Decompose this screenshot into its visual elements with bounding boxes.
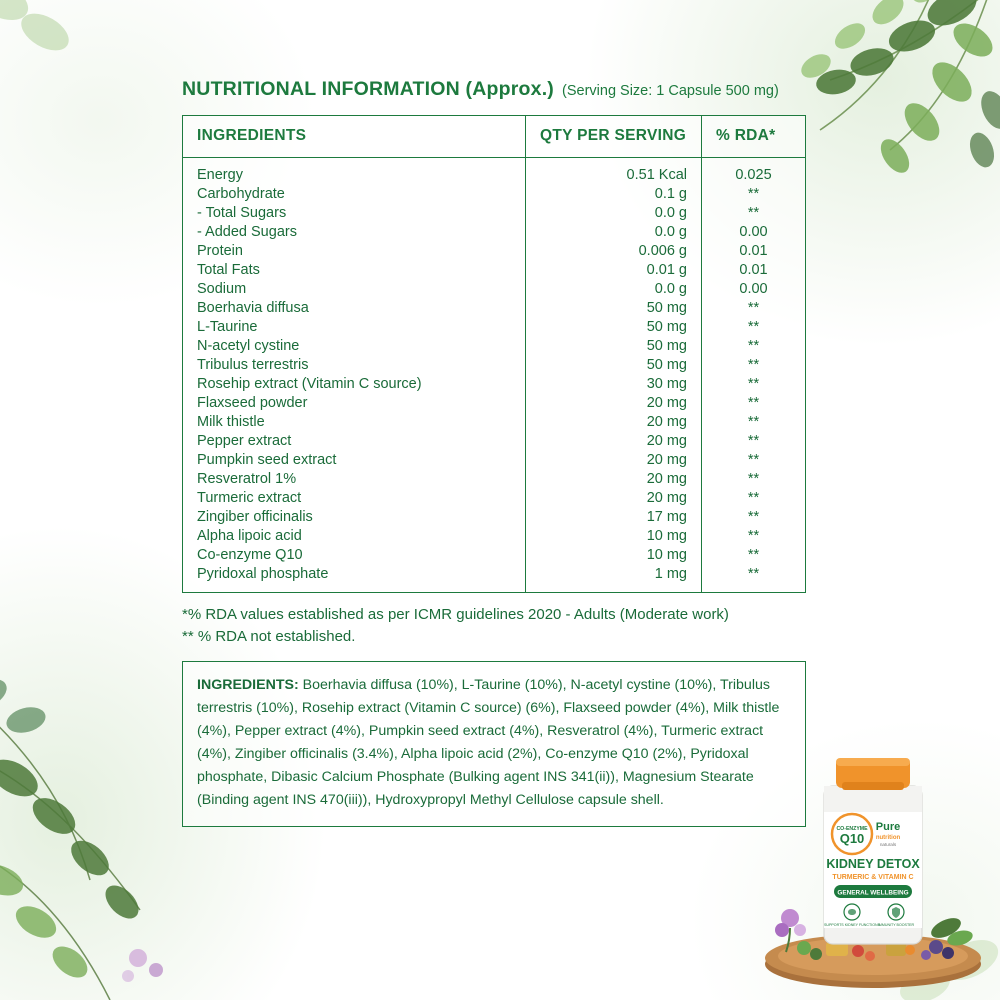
table-row bbox=[183, 280, 806, 299]
row-rda: ** bbox=[702, 375, 806, 394]
q10-badge-big-text: Q10 bbox=[839, 831, 865, 846]
row-qty: 10 mg bbox=[526, 527, 702, 546]
row-name: - Added Sugars bbox=[197, 224, 297, 240]
row-qty: 50 mg bbox=[526, 337, 702, 356]
page-title: NUTRITIONAL INFORMATION (Approx.) bbox=[182, 78, 555, 100]
row-rda: ** bbox=[702, 565, 806, 593]
row-name: - Total Sugars bbox=[197, 205, 287, 221]
brand-tagline: naturals bbox=[879, 842, 897, 847]
row-qty: 1 mg bbox=[526, 565, 702, 593]
row-name: Pyridoxal phosphate bbox=[197, 566, 329, 582]
footnotes bbox=[182, 604, 814, 648]
column-header-qty: QTY PER SERVING bbox=[526, 116, 702, 158]
row-name: Total Fats bbox=[197, 262, 260, 278]
row-rda: ** bbox=[702, 185, 806, 204]
product-bottle-image bbox=[760, 742, 986, 990]
row-rda: ** bbox=[702, 546, 806, 565]
row-rda: ** bbox=[702, 413, 806, 432]
row-rda: 0.01 bbox=[702, 261, 806, 280]
row-name: Protein bbox=[197, 243, 243, 259]
row-qty: 0.0 g bbox=[526, 204, 702, 223]
row-name: Pepper extract bbox=[197, 433, 292, 449]
row-name: Milk thistle bbox=[197, 414, 265, 430]
table-row bbox=[183, 565, 806, 593]
row-rda: ** bbox=[702, 470, 806, 489]
table-header bbox=[183, 116, 806, 158]
product-tag-text: GENERAL WELLBEING bbox=[837, 889, 909, 897]
row-rda: ** bbox=[702, 394, 806, 413]
row-name: Pumpkin seed extract bbox=[197, 452, 337, 468]
row-name: Resveratrol 1% bbox=[197, 471, 297, 487]
row-qty: 50 mg bbox=[526, 356, 702, 375]
column-header-rda: % RDA* bbox=[702, 116, 806, 158]
table-row bbox=[183, 432, 806, 451]
row-name: Zingiber officinalis bbox=[197, 509, 313, 525]
row-qty: 20 mg bbox=[526, 413, 702, 432]
table-row bbox=[183, 470, 806, 489]
row-qty: 20 mg bbox=[526, 470, 702, 489]
table-row bbox=[183, 337, 806, 356]
nutrition-panel bbox=[182, 78, 814, 827]
ingredients-text: Boerhavia diffusa (10%), L-Taurine (10%), N-acetyl cystine (10%), Tribulus terrestris (10%), Rosehip extract (Vitamin C source) (6%), Flaxseed powder (4%), Milk thistle (4%), Pepper extract (4%), Pumpkin seed extract (4%), Resveratrol (4%), Turmeric extract (4%), Zingiber officinalis (3.4%), Alpha lipoic acid (2%), Co-enzyme Q10 (2%), Pyridoxal phosphate, Dibasic Calcium Phosphate (Bulking agent INS 341(ii)), Magnesium Stearate (Binding agent INS 470(iii)), Hydroxypropyl Methyl Cellulose capsule shell. bbox=[197, 676, 780, 808]
row-qty: 0.0 g bbox=[526, 280, 702, 299]
feature-left-text: SUPPORTS KIDNEY FUNCTIONS bbox=[824, 923, 880, 927]
product-name-text: KIDNEY DETOX bbox=[826, 857, 920, 871]
row-rda: ** bbox=[702, 508, 806, 527]
row-qty: 0.51 Kcal bbox=[526, 158, 702, 185]
row-name: Alpha lipoic acid bbox=[197, 528, 302, 544]
row-rda: 0.00 bbox=[702, 223, 806, 242]
table-row bbox=[183, 527, 806, 546]
row-qty: 20 mg bbox=[526, 394, 702, 413]
row-rda: ** bbox=[702, 337, 806, 356]
row-qty: 50 mg bbox=[526, 299, 702, 318]
table-row bbox=[183, 356, 806, 375]
row-qty: 0.0 g bbox=[526, 223, 702, 242]
row-qty: 20 mg bbox=[526, 451, 702, 470]
footnote-rda-not-established: ** % RDA not established. bbox=[182, 627, 356, 645]
q10-badge-small-text: CO-ENZYME bbox=[836, 826, 868, 832]
table-row bbox=[183, 318, 806, 337]
row-name: L-Taurine bbox=[197, 319, 258, 335]
row-name: Co-enzyme Q10 bbox=[197, 547, 303, 563]
table-row bbox=[183, 158, 806, 185]
row-name: N-acetyl cystine bbox=[197, 338, 300, 354]
row-rda: 0.025 bbox=[702, 158, 806, 185]
row-name: Tribulus terrestris bbox=[197, 357, 309, 373]
row-qty: 17 mg bbox=[526, 508, 702, 527]
table-row bbox=[183, 204, 806, 223]
serving-size-note: (Serving Size: 1 Capsule 500 mg) bbox=[562, 83, 779, 99]
table-row bbox=[183, 508, 806, 527]
row-rda: ** bbox=[702, 318, 806, 337]
row-qty: 20 mg bbox=[526, 489, 702, 508]
ingredients-label: INGREDIENTS: bbox=[197, 676, 299, 693]
row-qty: 0.006 g bbox=[526, 242, 702, 261]
ingredients-box bbox=[182, 661, 806, 827]
row-rda: ** bbox=[702, 527, 806, 546]
row-qty: 30 mg bbox=[526, 375, 702, 394]
row-name: Rosehip extract (Vitamin C source) bbox=[197, 376, 422, 392]
row-name: Energy bbox=[197, 167, 243, 183]
panel-header bbox=[182, 78, 814, 101]
table-row bbox=[183, 451, 806, 470]
row-name: Boerhavia diffusa bbox=[197, 300, 309, 316]
row-name: Turmeric extract bbox=[197, 490, 302, 506]
row-rda: ** bbox=[702, 299, 806, 318]
table-row bbox=[183, 546, 806, 565]
column-header-ingredients: INGREDIENTS bbox=[183, 116, 526, 158]
row-rda: ** bbox=[702, 432, 806, 451]
row-qty: 20 mg bbox=[526, 432, 702, 451]
row-rda: ** bbox=[702, 204, 806, 223]
table-row bbox=[183, 375, 806, 394]
table-row bbox=[183, 299, 806, 318]
table-row bbox=[183, 261, 806, 280]
row-rda: ** bbox=[702, 489, 806, 508]
nutrition-table bbox=[182, 115, 806, 593]
table-header-row bbox=[183, 116, 806, 158]
table-row bbox=[183, 413, 806, 432]
footnote-rda-source: *% RDA values established as per ICMR guidelines 2020 - Adults (Moderate work) bbox=[182, 606, 729, 623]
row-rda: ** bbox=[702, 451, 806, 470]
product-subtitle-text: TURMERIC & VITAMIN C bbox=[832, 874, 914, 881]
row-rda: ** bbox=[702, 356, 806, 375]
table-row bbox=[183, 489, 806, 508]
row-qty: 0.1 g bbox=[526, 185, 702, 204]
row-qty: 50 mg bbox=[526, 318, 702, 337]
table-row bbox=[183, 242, 806, 261]
row-name: Sodium bbox=[197, 281, 247, 297]
brand-subname: nutrition bbox=[875, 835, 901, 841]
row-rda: 0.00 bbox=[702, 280, 806, 299]
table-row bbox=[183, 394, 806, 413]
row-rda: 0.01 bbox=[702, 242, 806, 261]
row-name: Carbohydrate bbox=[197, 186, 285, 202]
brand-name: Pure bbox=[875, 821, 901, 833]
row-qty: 10 mg bbox=[526, 546, 702, 565]
table-row bbox=[183, 185, 806, 204]
table-row bbox=[183, 223, 806, 242]
feature-right-text: IMMUNITY BOOSTER bbox=[877, 923, 915, 927]
row-name: Flaxseed powder bbox=[197, 395, 308, 411]
row-qty: 0.01 g bbox=[526, 261, 702, 280]
table-body bbox=[183, 158, 806, 593]
